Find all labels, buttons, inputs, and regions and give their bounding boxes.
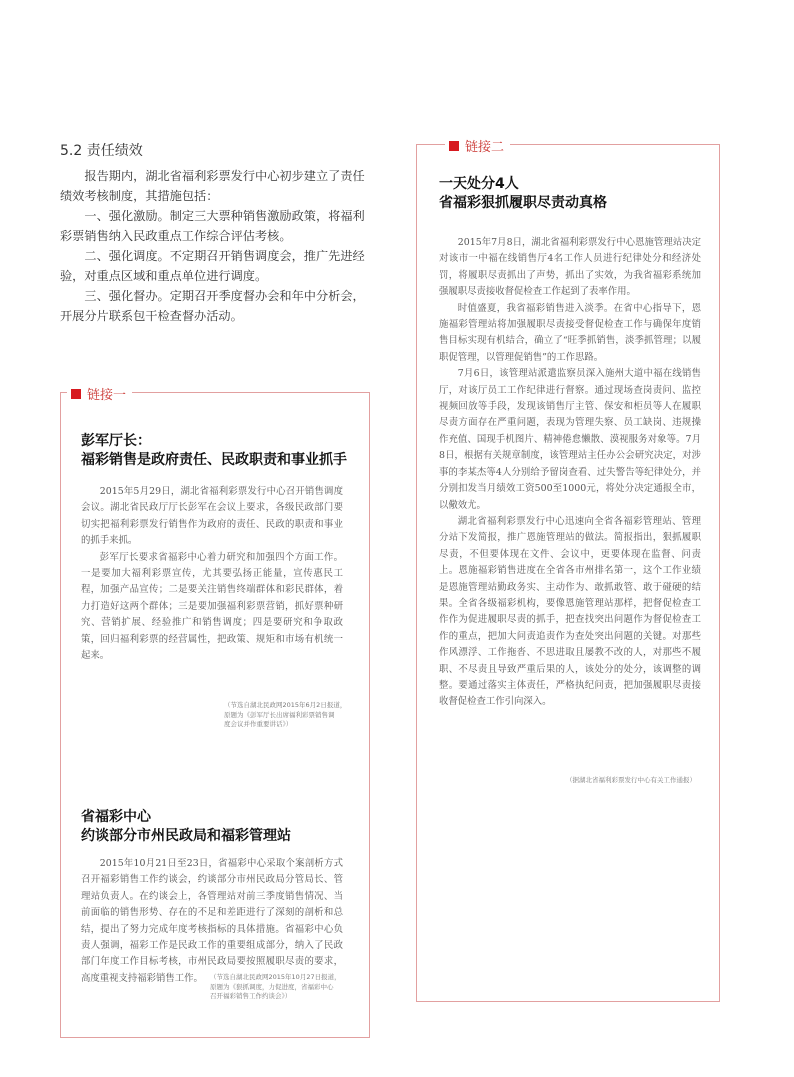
section-title: 5.2 责任绩效 bbox=[60, 143, 143, 159]
article-paragraph: 2015年10月21日至23日，省福彩中心采取个案剖析方式召开福彩销售工作约谈会，约谈部分市州民政局分管局长、管理站负责人。在约谈会上，各管理站对前三季度销售情况、当前面临的销售形势、存在的不足和差距进行了深刻的剖析和总结，提出了努力完成年度考核指标的具体措施。省福彩中心负责人强调，福彩工作是民政工作的重要组成部分，纳入了民政部门年度工作目标考核，市州民政局要按照履职尽责的要求，高度重视支持福彩销售工作。 bbox=[81, 858, 343, 984]
section-intro bbox=[60, 166, 372, 326]
intro-paragraph: 二、强化调度。不定期召开销售调度会，推广先进经验，对重点区域和重点单位进行调度。 bbox=[60, 249, 365, 283]
link1-tag-label: 链接一 bbox=[87, 388, 127, 403]
link1-article2-body bbox=[81, 856, 343, 987]
article-paragraph: 2015年5月29日，湖北省福利彩票发行中心召开销售调度会议。湖北省民政厅厅长彭军在会议上要求，各级民政部门要切实把福利彩票发行销售作为政府的责任、民政的职责和事业的抓手来抓。 bbox=[81, 486, 343, 547]
intro-paragraph: 一、强化激励。制定三大票种销售激励政策，将福利彩票销售纳入民政重点工作综合评估考核。 bbox=[60, 209, 365, 243]
intro-paragraph: 三、强化督办。定期召开季度督办会和年中分析会，开展分片联系包干检查督办活动。 bbox=[60, 289, 365, 323]
link2-article-source: （据湖北省福利彩票发行中心有关工作通报） bbox=[566, 776, 696, 784]
article-paragraph: 彭军厅长要求省福彩中心着力研究和加强四个方面工作。一是要加大福利彩票宣传，尤其要弘扬正能量，宣传惠民工程，加强产品宣传；二是要关注销售终端群体和彩民群体，着力打造好这两个群体；三是要加强福利彩票营销，抓好票种研究、营销扩展、经验推广和销售调度；四是要研究和争取政策，回归福利彩票的经营属性，把政策、规矩和市场有机统一起来。 bbox=[81, 551, 343, 662]
article-paragraph: 7月6日，该管理站派遣监察员深入施州大道中福在线销售厅，对该厅员工工作纪律进行督察。通过现场查岗责问、监控视频回放等手段，发现该销售厅主管、保安和柜员等人在履职尽责方面存在严重问题，表现为管理失察、员工缺岗、违规操作充值、国现手机图片、精神倦怠懒散、漠视服务对象等。7月8日，根据有关规章制度，该管理站主任办公会研究决定，对涉事的李某杰等4人分别给予留岗查看、过失警告等纪律处分，并分别扣发当月绩效工资500至1000元，将处分决定通报全市，以儆效尤。 bbox=[439, 368, 701, 511]
article-paragraph: 时值盛夏，我省福彩销售进入淡季。在省中心指导下，恩施福彩管理站将加强履职尽责接受督促检查工作与确保年度销售目标实现有机结合，确立了“旺季抓销售，淡季抓管理；以履职促管理，以管理促销售”的工作思路。 bbox=[439, 302, 701, 363]
red-square-icon bbox=[71, 389, 81, 399]
link1-article2-title: 省福彩中心 约谈部分市州民政局和福彩管理站 bbox=[81, 809, 291, 844]
red-square-icon bbox=[449, 141, 459, 151]
link2-article-title: 一天处分4人 省福彩狠抓履职尽责动真格 bbox=[439, 176, 607, 211]
article-paragraph: 2015年7月8日，湖北省福利彩票发行中心恩施管理站决定对该市一中福在线销售厅4名工作人员进行纪律处分和经济处罚，将履职尽责抓出了声势，抓出了实效，为我省福彩系统加强履职尽责接收督促检查工作起到了表率作用。 bbox=[439, 237, 701, 298]
link1-article2-source: （节选自湖北民政网2015年10月27日报道， 原题为《狠抓调度，力促进度，省福彩中心 召开福彩销售工作约谈会》） bbox=[210, 973, 341, 1000]
link2-tag-label: 链接二 bbox=[465, 140, 505, 155]
intro-paragraph: 报告期内，湖北省福利彩票发行中心初步建立了责任绩效考核制度，其措施包括： bbox=[60, 169, 365, 203]
link1-article1-title: 彭军厅长： 福彩销售是政府责任、民政职责和事业抓手 bbox=[81, 433, 347, 468]
link1-tag bbox=[67, 384, 132, 403]
link1-article1-source: （节选自湖北民政网2015年6月2日报道， 原题为《彭军厅长出席福利彩票销售调 度会议并作重要讲话》） bbox=[224, 701, 347, 728]
link2-article-body bbox=[439, 235, 701, 711]
link2-tag bbox=[445, 136, 510, 155]
link1-article1-body bbox=[81, 484, 343, 664]
article-paragraph: 湖北省福利彩票发行中心迅速向全省各福彩管理站、管理分站下发简报，推广恩施管理站的做法。简报指出，狠抓履职尽责，不但要体现在文件、会议中，更要体现在监督、问责上。恩施福彩销售进度在全省各市州排名第一，这个工作业绩是恩施管理站勤政务实、主动作为、敢抓敢管、敢于碰硬的结果。全省各级福彩机构，要像恩施管理站那样，把督促检查工作作为促进履职尽责的抓手，把查找突出问题作为督促检查工作的重点，把加大问责追责作为查处突出问题的关键。对那些作风漂浮、工作拖沓、不思进取且屡教不改的人，对那些不履职、不尽责且导致严重后果的人，该处分的处分，该调整的调整。要通过落实主体责任，严格执纪问责，把加强履职尽责接收督促检查工作引向深入。 bbox=[439, 515, 701, 708]
